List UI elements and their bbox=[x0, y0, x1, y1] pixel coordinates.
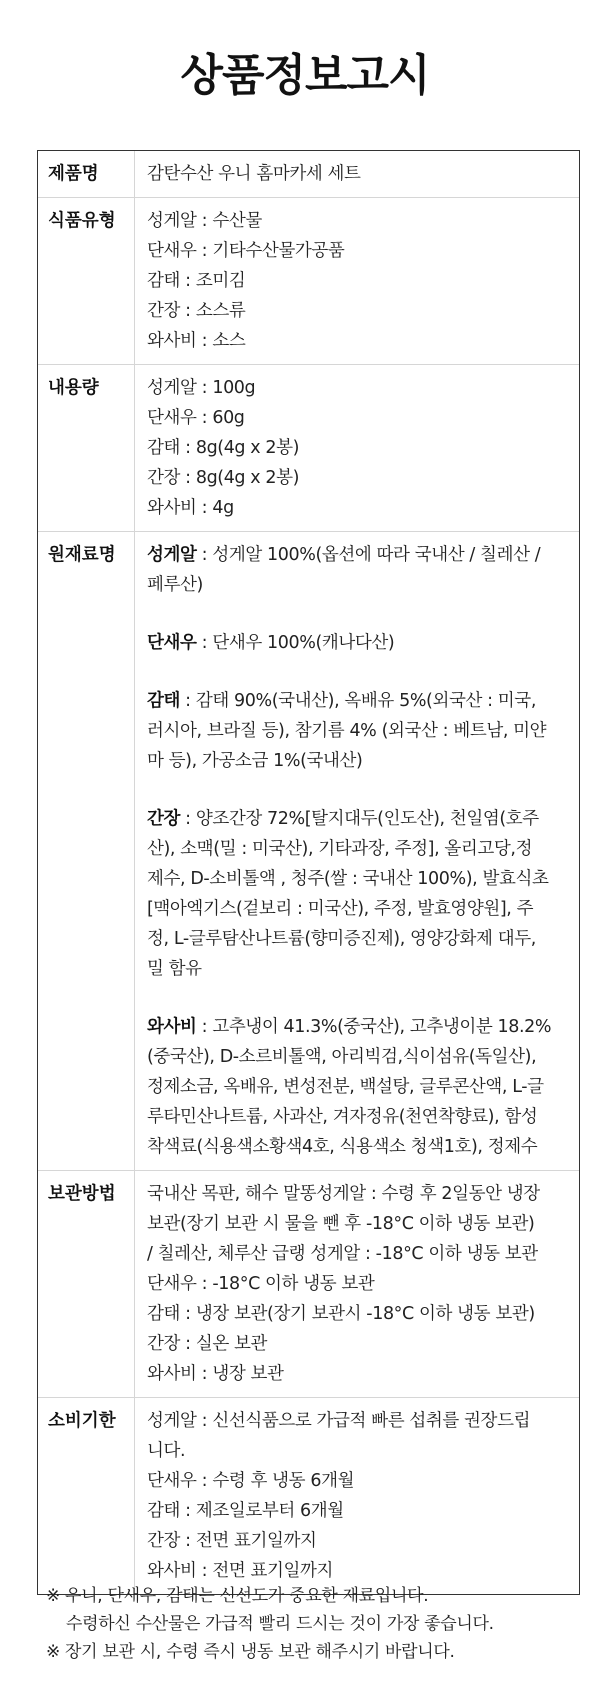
value-line: 보관(장기 보관 시 물을 뺀 후 -18°C 이하 냉동 보관) bbox=[147, 1214, 535, 1234]
ingredient-head: 간장 bbox=[147, 809, 181, 829]
value-line: 간장 : 전면 표기일까지 bbox=[147, 1531, 317, 1551]
value-line: 단새우 : 기타수산물가공품 bbox=[147, 241, 345, 261]
row-label-product-name: 제품명 bbox=[38, 151, 135, 197]
value-line: 착색료(식용색소황색4호, 식용색소 청색1호), 정제수 bbox=[147, 1137, 538, 1157]
row-label-storage: 보관방법 bbox=[38, 1171, 135, 1397]
row-value-contents bbox=[135, 365, 579, 531]
value-line: 와사비 : 전면 표기일까지 bbox=[147, 1561, 334, 1581]
ingredient-text: : 고추냉이 41.3%(중국산), 고추냉이분 18.2% bbox=[196, 1017, 552, 1037]
value-line: [맥아엑기스(겉보리 : 미국산), 주정, 발효영양원], 주 bbox=[147, 899, 534, 919]
value-line bbox=[147, 1012, 569, 1042]
row-label-ingredients: 원재료명 bbox=[38, 532, 135, 1170]
value-line: 산), 소맥(밀 : 미국산), 기타과장, 주정], 올리고당,정 bbox=[147, 839, 533, 859]
row-label-contents: 내용량 bbox=[38, 365, 135, 531]
value-line: 니다. bbox=[147, 1441, 186, 1461]
value-line: 성게알 : 수산물 bbox=[147, 211, 262, 231]
value-line: 감태 : 조미김 bbox=[147, 271, 246, 291]
value-line: 성게알 : 100g bbox=[147, 378, 256, 398]
value-line: 정, L-글루탐산나트륨(향미증진제), 영양강화제 대두, bbox=[147, 929, 536, 949]
ingredient-head: 와사비 bbox=[147, 1017, 197, 1037]
ingredient-sweet-shrimp bbox=[147, 628, 569, 658]
notice-line: 수령하신 수산물은 가급적 빨리 드시는 것이 가장 좋습니다. bbox=[66, 1614, 494, 1634]
value-line: 단새우 : 60g bbox=[147, 408, 245, 428]
value-line: 간장 : 실온 보관 bbox=[147, 1334, 268, 1354]
value-line: 페루산) bbox=[147, 575, 203, 595]
row-value-ingredients bbox=[135, 532, 579, 1170]
value-line: 와사비 : 냉장 보관 bbox=[147, 1364, 284, 1384]
notice-line: ※ 장기 보관 시, 수령 즉시 냉동 보관 해주시기 바랍니다. bbox=[46, 1642, 455, 1662]
value-line: 루타민산나트륨, 사과산, 겨자정유(천연착향료), 함성 bbox=[147, 1107, 538, 1127]
row-food-type bbox=[38, 198, 579, 365]
value-line bbox=[147, 628, 569, 658]
ingredient-head: 감태 bbox=[147, 691, 181, 711]
row-label-expiry: 소비기한 bbox=[38, 1398, 135, 1594]
value-line: 와사비 : 4g bbox=[147, 498, 234, 518]
notice-line: ※ 우니, 단새우, 감태는 신선도가 중요한 재료입니다. bbox=[46, 1586, 429, 1606]
value-line: (중국산), D-소르비톨액, 아리빅검,식이섬유(독일산), bbox=[147, 1047, 537, 1067]
value-line: / 칠레산, 체루산 급랭 성게알 : -18°C 이하 냉동 보관 bbox=[147, 1244, 538, 1264]
ingredient-head: 성게알 bbox=[147, 545, 197, 565]
row-contents bbox=[38, 365, 579, 532]
value-line: 러시아, 브라질 등), 참기름 4% (외국산 : 베트남, 미얀 bbox=[147, 721, 547, 741]
row-value-storage bbox=[135, 1171, 579, 1397]
ingredient-text: : 성게알 100%(옵션에 따라 국내산 / 칠레산 / bbox=[196, 545, 541, 565]
ingredient-wasabi bbox=[147, 1012, 569, 1162]
value-line bbox=[147, 540, 569, 570]
row-storage bbox=[38, 1171, 579, 1398]
row-product-name bbox=[38, 151, 579, 198]
ingredient-seaweed bbox=[147, 686, 569, 776]
ingredient-text: : 단새우 100%(캐나다산) bbox=[196, 633, 395, 653]
ingredient-text: : 양조간장 72%[탈지대두(인도산), 천일염(호주 bbox=[180, 809, 539, 829]
value-line: 성게알 : 신선식품으로 가급적 빠른 섭취를 권장드립 bbox=[147, 1411, 531, 1431]
row-value-product-name bbox=[135, 151, 579, 197]
notice-section bbox=[46, 1582, 576, 1666]
row-value-food-type bbox=[135, 198, 579, 364]
value-line: 감태 : 냉장 보관(장기 보관시 -18°C 이하 냉동 보관) bbox=[147, 1304, 535, 1324]
ingredient-sea-urchin bbox=[147, 540, 569, 600]
value-line bbox=[147, 804, 569, 834]
value-line: 단새우 : 수령 후 냉동 6개월 bbox=[147, 1471, 355, 1491]
ingredient-head: 단새우 bbox=[147, 633, 197, 653]
value-line: 제수, D-소비톨액 , 청주(쌀 : 국내산 100%), 발효식초 bbox=[147, 869, 549, 889]
value-line: 정제소금, 옥배유, 변성전분, 백설탕, 글루콘산액, L-글 bbox=[147, 1077, 544, 1097]
row-label-food-type: 식품유형 bbox=[38, 198, 135, 364]
value-line: 마 등), 가공소금 1%(국내산) bbox=[147, 751, 363, 771]
page-title: 상품정보고시 bbox=[180, 50, 430, 101]
ingredient-soy-sauce bbox=[147, 804, 569, 984]
value-line: 간장 : 소스류 bbox=[147, 301, 246, 321]
value-line: 간장 : 8g(4g x 2봉) bbox=[147, 468, 300, 488]
value-line: 밀 함유 bbox=[147, 959, 202, 979]
row-ingredients bbox=[38, 532, 579, 1171]
value-line: 국내산 목판, 해수 말똥성게알 : 수령 후 2일동안 냉장 bbox=[147, 1184, 540, 1204]
value-line: 단새우 : -18°C 이하 냉동 보관 bbox=[147, 1274, 375, 1294]
row-expiry bbox=[38, 1398, 579, 1594]
product-info-table bbox=[37, 150, 580, 1595]
value-line: 와사비 : 소스 bbox=[147, 331, 246, 351]
row-value-expiry bbox=[135, 1398, 579, 1594]
value-line: 감태 : 제조일로부터 6개월 bbox=[147, 1501, 344, 1521]
ingredient-text: : 감태 90%(국내산), 옥배유 5%(외국산 : 미국, bbox=[180, 691, 536, 711]
value-line: 감태 : 8g(4g x 2봉) bbox=[147, 438, 300, 458]
value-line bbox=[147, 686, 569, 716]
value-line: 감탄수산 우니 홈마카세 세트 bbox=[147, 164, 361, 184]
